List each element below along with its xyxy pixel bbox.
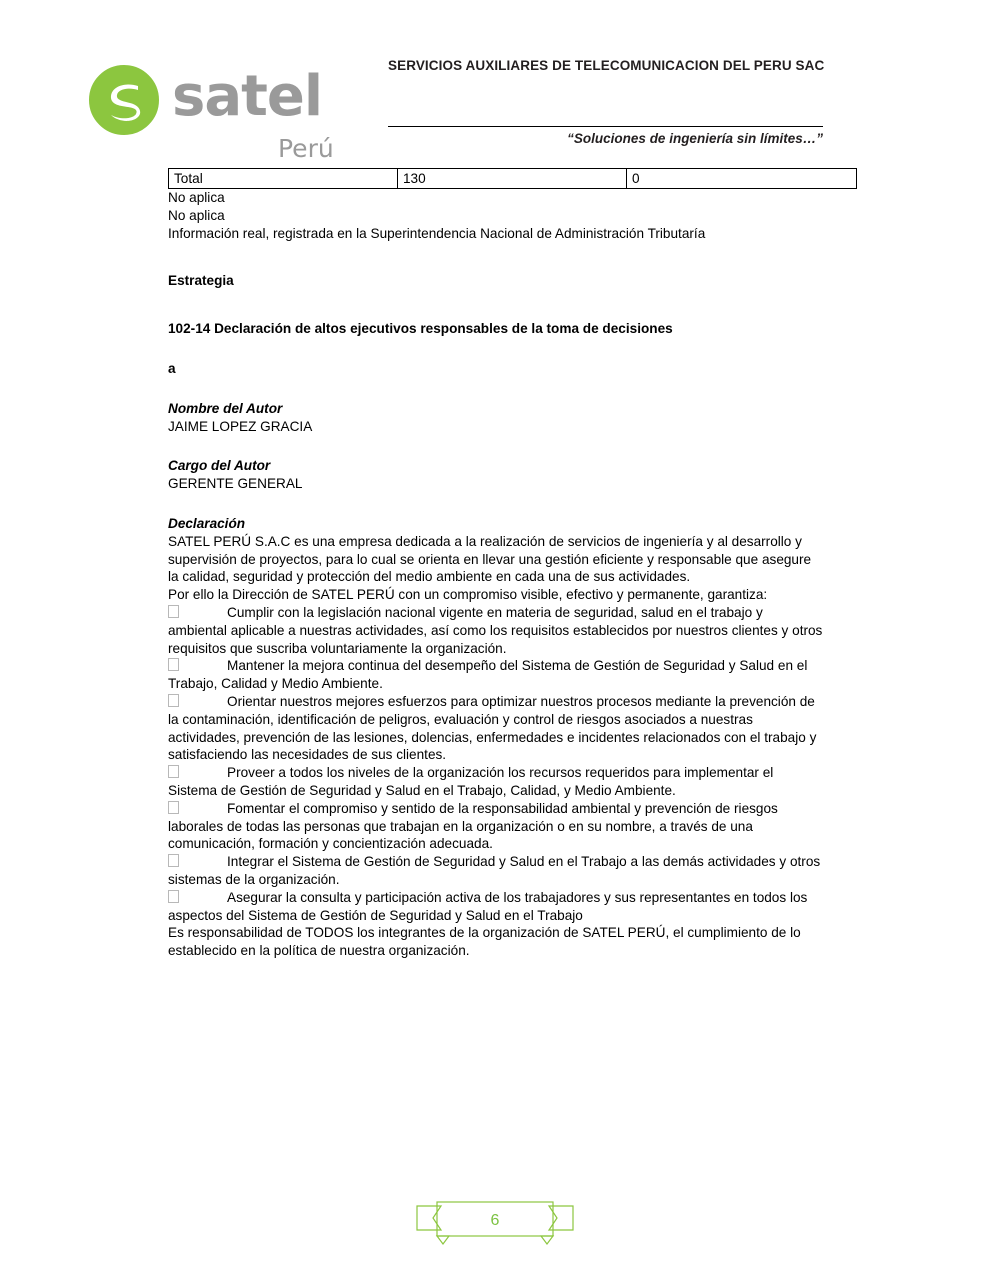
author-name: JAIME LOPEZ GRACIA <box>168 418 313 434</box>
declaration-paragraph-1: SATEL PERÚ S.A.C es una empresa dedicada a la realización de servicios de ingeniería y al desarrollo y supervisión de proyectos, para lo cual se orienta en llevar una gestión eficiente y responsable que asegure la calidad, seguridad y protección del medio ambiente en cada una de sus actividades. <box>168 533 812 585</box>
declaration-bullet <box>168 764 823 800</box>
declaration-paragraph-2: Por ello la Dirección de SATEL PERÚ con un compromiso visible, efectivo y permanente, garantiza: <box>168 587 768 603</box>
bullet-box-icon <box>168 605 179 618</box>
declaration-bullet-text: Proveer a todos los niveles de la organización los recursos requeridos para implementar el Sistema de Gestión de Seguridad y Salud en el Trabajo, Calidad, y Medio Ambiente. <box>168 765 774 798</box>
page-number: 6 <box>490 1212 500 1229</box>
satel-logo <box>88 58 358 168</box>
section-heading-estrategia: Estrategia <box>168 273 234 289</box>
note-line-2: No aplica <box>168 207 225 223</box>
declaration-bullet <box>168 693 823 764</box>
role-name: GERENTE GENERAL <box>168 476 303 492</box>
table-cell-value2: 0 <box>627 169 857 189</box>
company-slogan: “Soluciones de ingeniería sin límites…” <box>567 131 823 146</box>
declaration-closing: Es responsabilidad de TODOS los integrantes de la organización de SATEL PERÚ, el cumplimiento de lo establecido en la política de nuestra organización. <box>168 925 801 959</box>
declaration-bullet-text: Orientar nuestros mejores esfuerzos para optimizar nuestros procesos mediante la prevención de la contaminación, identificación de peligros, evaluación y control de riesgos asociados a nuestras actividades, prevención de las lesiones, dolencias, enfermedades e incidentes relacionados con el trabajo y satisfaciendo las necesidades de sus clientes. <box>168 693 817 763</box>
declaration-bullet <box>168 604 823 657</box>
header-divider <box>388 126 823 127</box>
bullet-box-icon <box>168 694 179 707</box>
declaration-bullet <box>168 889 823 925</box>
bullet-box-icon <box>168 854 179 867</box>
role-label: Cargo del Autor <box>168 458 271 474</box>
table-row <box>169 169 857 189</box>
declaration-bullet <box>168 853 823 889</box>
author-label: Nombre del Autor <box>168 400 283 416</box>
bullet-box-icon <box>168 765 179 778</box>
declaration-bullet <box>168 800 823 853</box>
note-line-1: No aplica <box>168 190 225 205</box>
declaration-bullet-text: Mantener la mejora continua del desempeño del Sistema de Gestión de Seguridad y Salud en el Trabajo, Calidad y Medio Ambiente. <box>168 658 808 692</box>
bullet-box-icon <box>168 658 179 671</box>
company-name: SERVICIOS AUXILIARES DE TELECOMUNICACION DEL PERU SAC <box>388 58 825 73</box>
page-footer <box>0 1196 990 1266</box>
table-cell-value1: 130 <box>398 169 627 189</box>
declaration-label: Declaración <box>168 515 246 531</box>
table-cell-label: Total <box>169 169 398 189</box>
summary-table <box>168 168 857 189</box>
declaration-bullet-text: Fomentar el compromiso y sentido de la responsabilidad ambiental y prevención de riesgos laborales de todas las personas que trabajan en la organización o en su nombre, a través de una comunicación, formación y concientización adecuada. <box>168 800 778 852</box>
declaration-bullet-text: Asegurar la consulta y participación activa de los trabajadores y sus representantes en todos los aspectos del Sistema de Gestión de Seguridad y Salud en el Trabajo <box>168 889 808 923</box>
bullet-box-icon <box>168 801 179 814</box>
satel-logo-text: satel <box>172 64 323 129</box>
declaration-bullet <box>168 657 823 693</box>
note-line-3: Información real, registrada en la Superintendencia Nacional de Administración Tributaría <box>168 225 706 241</box>
indicator-heading: 102-14 Declaración de altos ejecutivos responsables de la toma de decisiones <box>168 321 673 337</box>
bullet-box-icon <box>168 890 179 903</box>
indicator-subitem: a <box>168 360 176 376</box>
satel-logo-subtext: Perú <box>278 134 334 163</box>
declaration-bullet-text: Cumplir con la legislación nacional vigente en materia de seguridad, salud en el trabajo y ambiental aplicable a nuestras actividades, así como los requisitos establecidos por nuestros clientes y otros requisitos que suscriba voluntariamente la organización. <box>168 604 823 656</box>
satel-logo-icon <box>88 64 160 136</box>
page-header <box>0 30 990 163</box>
declaration-bullet-text: Integrar el Sistema de Gestión de Seguridad y Salud en el Trabajo a las demás actividades y otros sistemas de la organización. <box>168 854 821 887</box>
document-body <box>168 168 823 960</box>
